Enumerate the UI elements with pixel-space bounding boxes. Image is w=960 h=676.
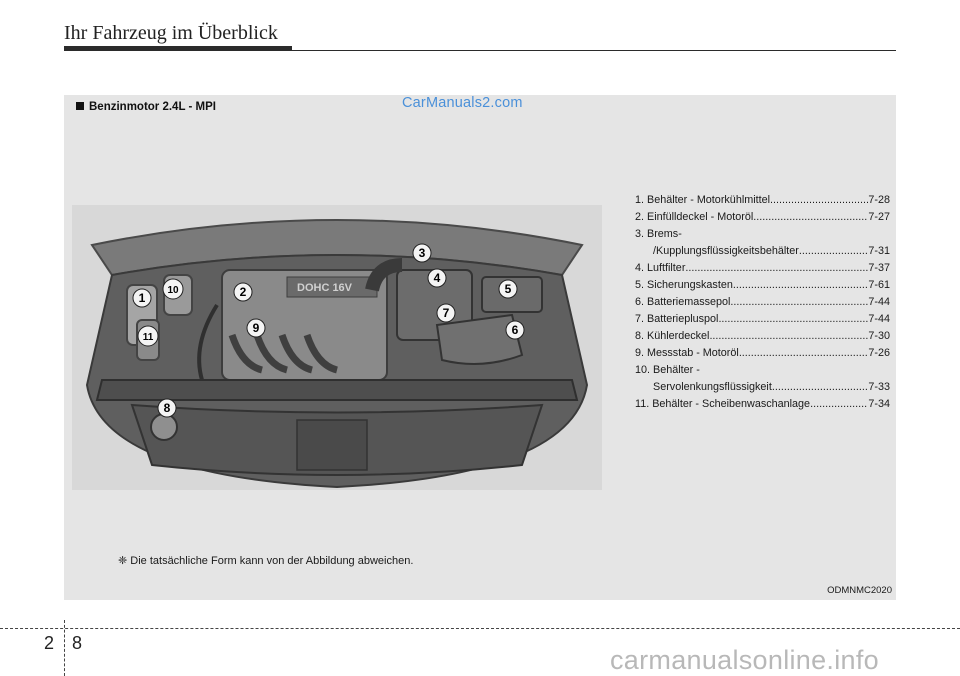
radiator-cap bbox=[151, 414, 177, 440]
callout-11: 11 bbox=[142, 332, 154, 343]
engine-bay-illustration bbox=[72, 205, 602, 490]
legend-item-label: 10. Behälter - bbox=[635, 364, 700, 376]
callout-1: 1 bbox=[138, 291, 146, 305]
legend-item-label: 6. Batteriemassepol bbox=[635, 296, 731, 308]
header-rule-thin bbox=[64, 50, 896, 51]
legend-item-label: 5. Sicherungskasten bbox=[635, 279, 733, 291]
legend-item-label: Servolenkungsflüssigkeit bbox=[653, 381, 772, 393]
callout-2: 2 bbox=[239, 285, 247, 299]
legend-item-page: 7-44 bbox=[868, 313, 890, 325]
legend-item bbox=[635, 209, 890, 226]
square-bullet-icon bbox=[76, 102, 84, 110]
legend-item-page: 7-44 bbox=[868, 296, 890, 308]
page-number: 8 bbox=[72, 633, 83, 653]
legend-item-page: 7-28 bbox=[868, 194, 890, 206]
callout-7: 7 bbox=[442, 306, 450, 320]
legend-item-label: 9. Messstab - Motoröl bbox=[635, 347, 739, 359]
image-code: ODMNMC2020 bbox=[827, 585, 892, 596]
page-header-title: Ihr Fahrzeug im Überblick bbox=[64, 22, 278, 44]
legend-item-page: 7-37 bbox=[868, 262, 890, 274]
legend-item-page: 7-33 bbox=[868, 381, 890, 393]
legend-item-label: 7. Batteriepluspol bbox=[635, 313, 719, 325]
parts-legend bbox=[635, 192, 890, 413]
callout-3: 3 bbox=[418, 246, 426, 260]
callout-8: 8 bbox=[163, 401, 171, 415]
legend-item-page: 7-31 bbox=[868, 245, 890, 257]
callout-9: 9 bbox=[252, 321, 260, 335]
legend-item-continuation bbox=[635, 243, 890, 260]
legend-item-label: 8. Kühlerdeckel bbox=[635, 330, 710, 342]
figure-panel bbox=[64, 95, 896, 600]
legend-item-page: 7-34 bbox=[868, 398, 890, 410]
callout-5: 5 bbox=[504, 282, 512, 296]
legend-item-label: 11. Behälter - Scheibenwaschanlage bbox=[635, 398, 811, 410]
front-crossmember bbox=[97, 380, 577, 400]
battery bbox=[437, 315, 522, 364]
chapter-number: 2 bbox=[44, 633, 55, 653]
engine-label-text: DOHC 16V bbox=[297, 282, 353, 294]
legend-item-page: 7-26 bbox=[868, 347, 890, 359]
legend-item-continuation bbox=[635, 379, 890, 396]
watermark-text: CarManuals2.com bbox=[402, 95, 523, 111]
legend-item bbox=[635, 277, 890, 294]
legend-item bbox=[635, 328, 890, 345]
footer-rule-horizontal bbox=[0, 628, 960, 629]
callout-4: 4 bbox=[433, 271, 441, 285]
legend-item bbox=[635, 311, 890, 328]
legend-item-page: 7-27 bbox=[868, 211, 890, 223]
engine-bay-svg bbox=[72, 205, 602, 490]
site-watermark: carmanualsonline.info bbox=[610, 645, 879, 675]
section-title bbox=[76, 101, 216, 113]
legend-item bbox=[635, 362, 890, 379]
legend-item-page: 7-30 bbox=[868, 330, 890, 342]
legend-item-label: 4. Luftfilter bbox=[635, 262, 686, 274]
legend-item bbox=[635, 294, 890, 311]
legend-item-label: 2. Einfülldeckel - Motoröl bbox=[635, 211, 754, 223]
legend-item-label: /Kupplungsflüssigkeitsbehälter bbox=[653, 245, 799, 257]
legend-item bbox=[635, 396, 890, 413]
legend-item bbox=[635, 192, 890, 209]
callout-10: 10 bbox=[167, 285, 179, 296]
legend-item-label: 3. Brems- bbox=[635, 228, 682, 240]
legend-item-page: 7-61 bbox=[868, 279, 890, 291]
figure-note: ❈ Die tatsächliche Form kann von der Abbildung abweichen. bbox=[118, 555, 414, 567]
front-latch-panel bbox=[297, 420, 367, 470]
legend-item-label: 1. Behälter - Motorkühlmittel bbox=[635, 194, 771, 206]
section-title-text: Benzinmotor 2.4L - MPI bbox=[89, 101, 216, 113]
legend-item bbox=[635, 226, 890, 243]
callout-6: 6 bbox=[511, 323, 519, 337]
footer-rule-vertical bbox=[64, 620, 65, 676]
legend-item bbox=[635, 345, 890, 362]
legend-item bbox=[635, 260, 890, 277]
